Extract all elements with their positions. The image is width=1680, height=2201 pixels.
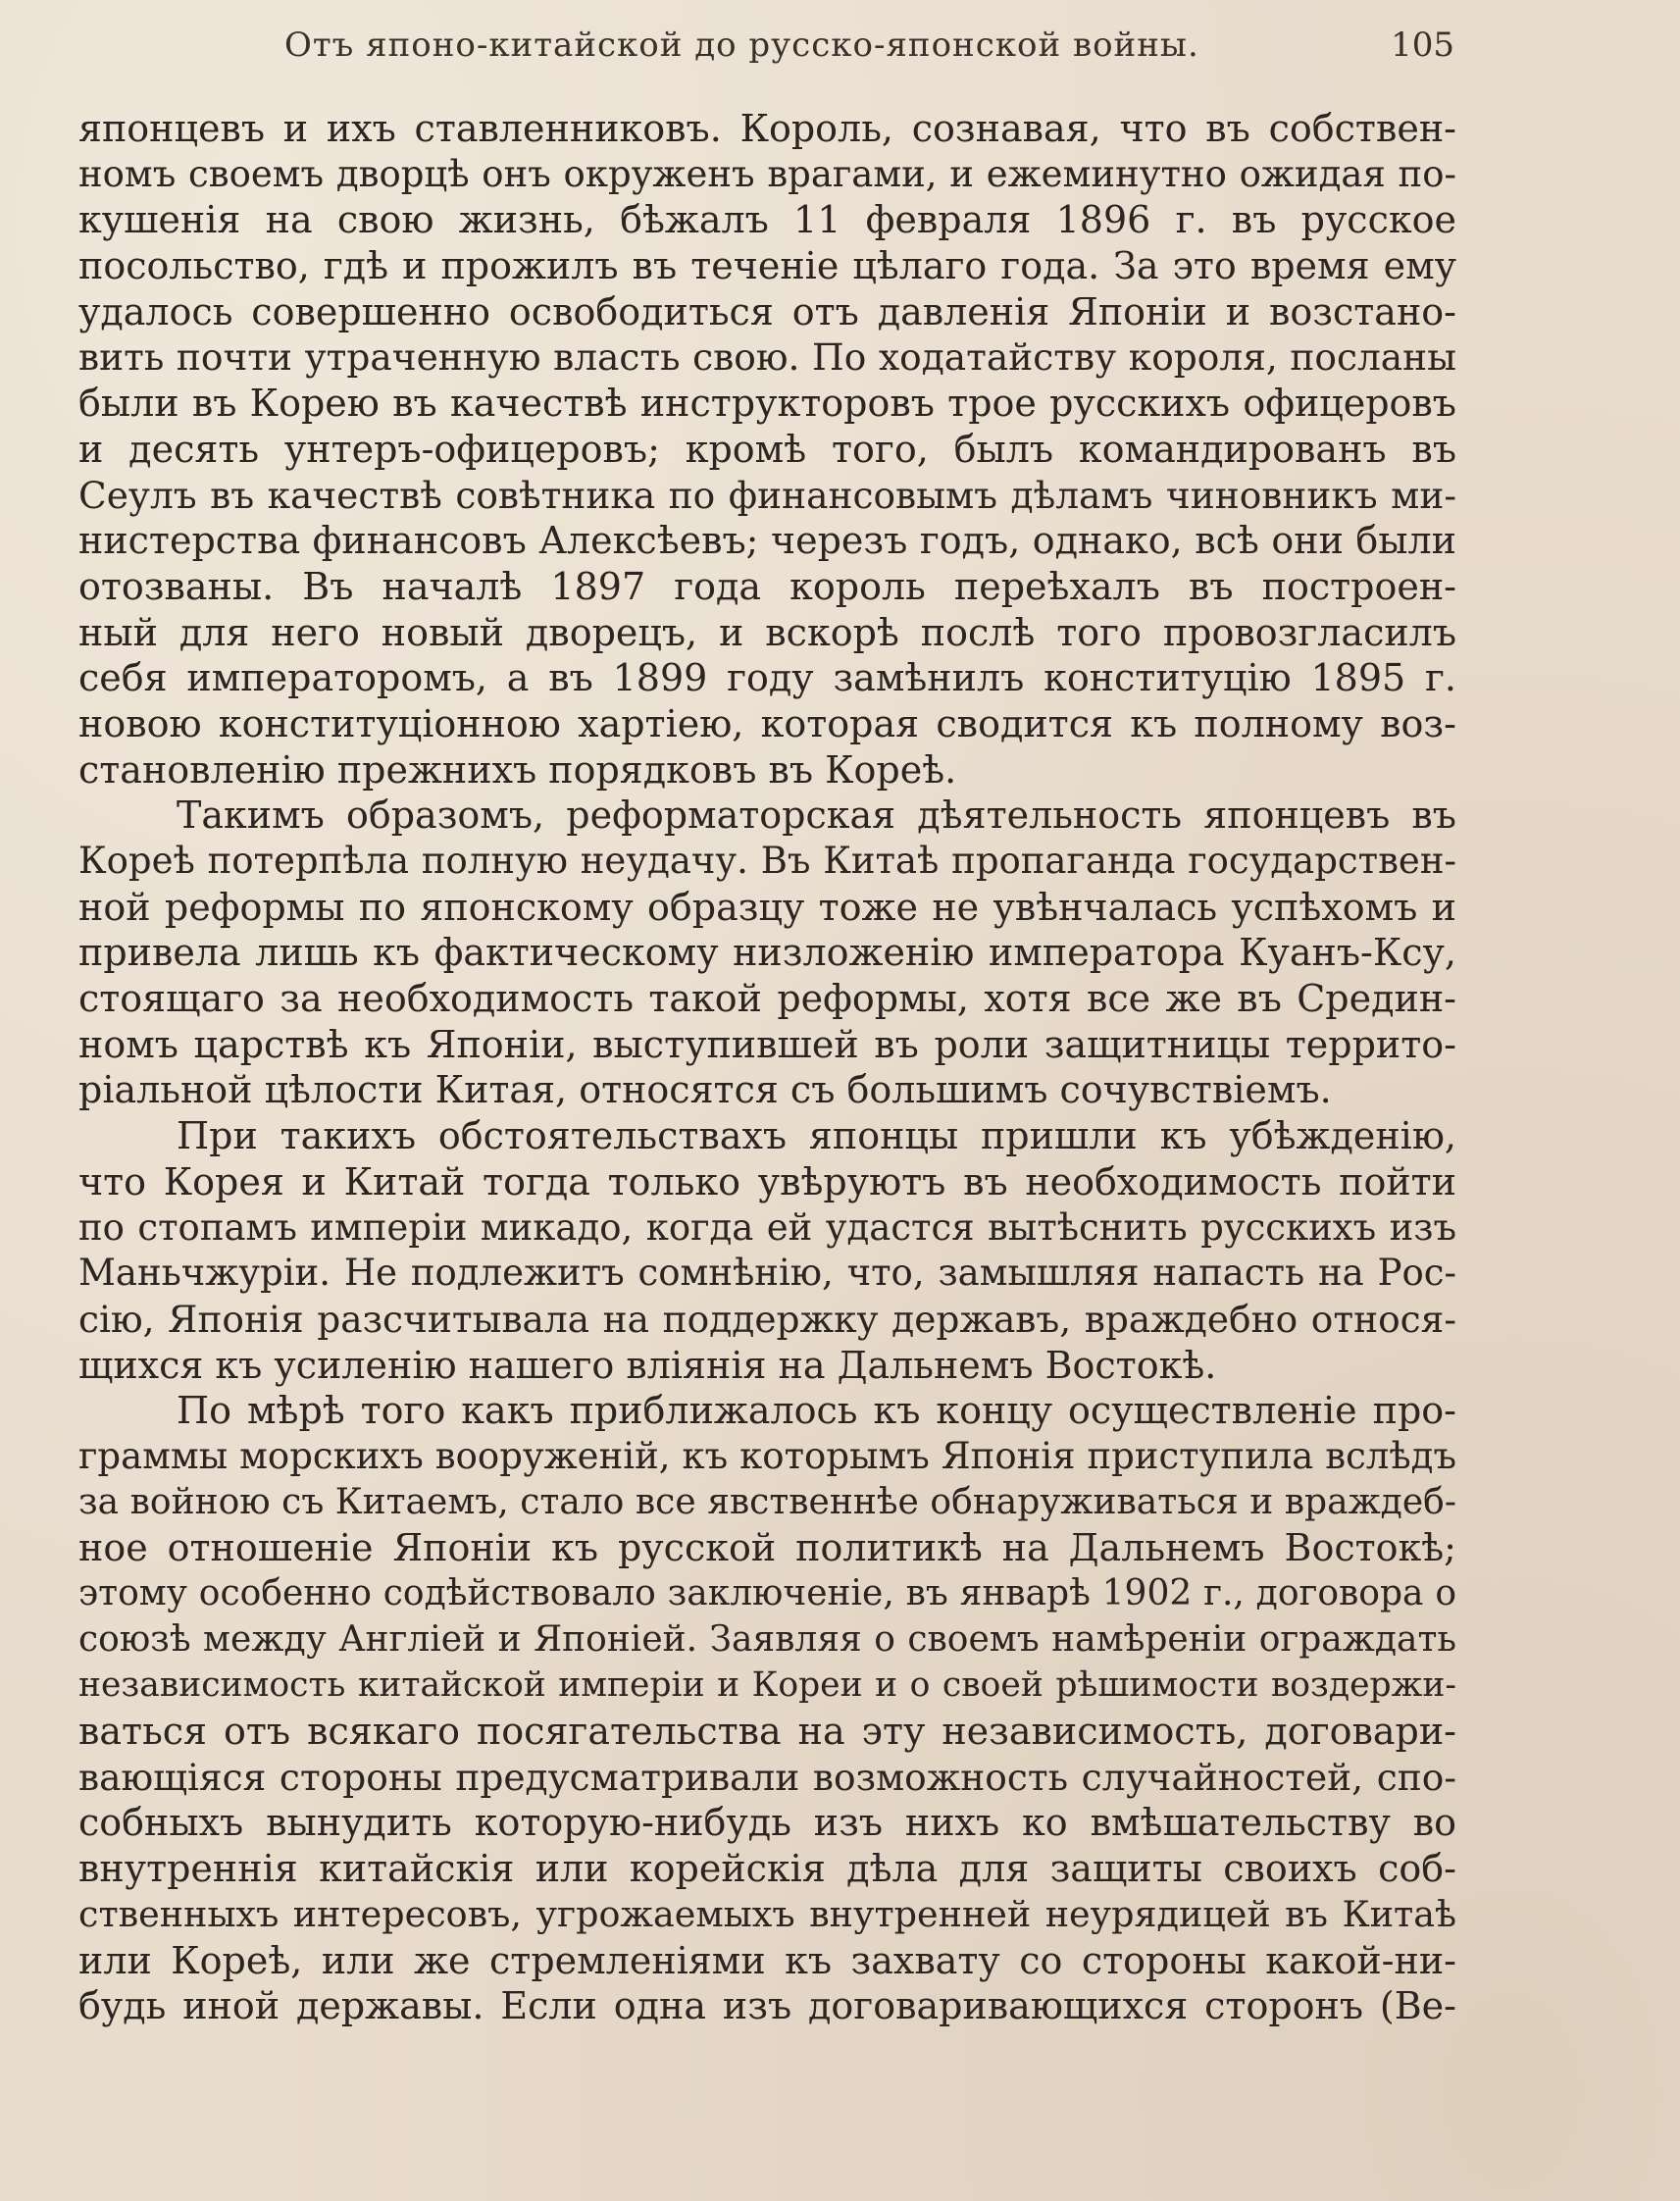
text-line: Такимъ образомъ, реформаторская дѣятельность японцевъ въ bbox=[177, 793, 1456, 838]
text-line: будь иной державы. Если одна изъ договаривающихся сторонъ (Ве- bbox=[78, 1984, 1456, 2028]
text-line: щихся къ усиленію нашего вліянія на Дальнемъ Востокѣ. bbox=[78, 1343, 1217, 1387]
text-line: что Корея и Китай тогда только увѣруютъ въ необходимость пойти bbox=[78, 1159, 1456, 1203]
text-line: себя императоромъ, а въ 1899 году замѣнилъ конституцію 1895 г. bbox=[78, 656, 1456, 700]
text-line: ное отношеніе Японіи къ русской политикѣ на Дальнемъ Востокѣ; bbox=[78, 1526, 1456, 1570]
text-line: Маньчжуріи. Не подлежитъ сомнѣнію, что, замышляя напасть на Рос- bbox=[78, 1252, 1456, 1295]
text-line: по стопамъ имперіи микадо, когда ей удастся вытѣснить русскихъ изъ bbox=[78, 1205, 1456, 1249]
text-line: этому особенно содѣйствовало заключеніе, въ январѣ 1902 г., договора о bbox=[78, 1573, 1456, 1613]
page-header bbox=[273, 26, 1454, 75]
text-line: удалось совершенно освободиться отъ давленія Японіи и возстано- bbox=[78, 289, 1456, 333]
text-line: или Кореѣ, или же стремленіями къ захвату со стороны какой-ни- bbox=[78, 1938, 1456, 1982]
text-line: номъ своемъ дворцѣ онъ окруженъ врагами, и ежеминутно ожидая по- bbox=[78, 152, 1456, 195]
text-line: отозваны. Въ началѣ 1897 года король переѣхалъ въ построен- bbox=[78, 564, 1456, 608]
body-text bbox=[78, 106, 1456, 2029]
text-line: внутреннія китайскія или корейскія дѣла для защиты своихъ соб- bbox=[78, 1847, 1456, 1891]
text-line: новою конституціонною хартіею, которая сводится къ полному воз- bbox=[78, 701, 1456, 745]
text-line: посольство, гдѣ и прожилъ въ теченіе цѣлаго года. За это время ему bbox=[78, 244, 1456, 288]
text-line: были въ Корею въ качествѣ инструкторовъ трое русскихъ офицеровъ bbox=[78, 382, 1456, 426]
text-line: стоящаго за необходимость такой реформы, хотя все же въ Средин- bbox=[78, 977, 1456, 1021]
text-line: ный для него новый дворецъ, и вскорѣ послѣ того провозгласилъ bbox=[78, 610, 1456, 654]
text-line: ственныхъ интересовъ, угрожаемыхъ внутренней неурядицей въ Китаѣ bbox=[78, 1892, 1456, 1935]
text-line: вающіяся стороны предусматривали возможность случайностей, спо- bbox=[78, 1755, 1456, 1799]
text-line: становленію прежнихъ порядковъ въ Кореѣ. bbox=[78, 747, 957, 792]
text-line: независимость китайской имперіи и Кореи и о своей рѣшимости воздержи- bbox=[78, 1665, 1456, 1706]
text-line: нистерства финансовъ Алексѣевъ; черезъ годъ, однако, всѣ они были bbox=[78, 519, 1456, 563]
page-number: 105 bbox=[1391, 26, 1454, 65]
text-line: граммы морскихъ вооруженій, къ которымъ Японія приступила вслѣдъ bbox=[78, 1434, 1456, 1477]
text-line: за войною съ Китаемъ, стало все явственнѣе обнаруживаться и враждеб- bbox=[78, 1481, 1456, 1522]
text-line: собныхъ вынудить которую-нибудь изъ нихъ ко вмѣшательству во bbox=[78, 1801, 1456, 1845]
text-line: ваться отъ всякаго посягательства на эту независимость, договари- bbox=[78, 1710, 1456, 1754]
text-line: Кореѣ потерпѣла полную неудачу. Въ Китаѣ пропаганда государствен- bbox=[78, 840, 1456, 882]
text-line: вить почти утраченную власть свою. По ходатайству короля, посланы bbox=[78, 335, 1456, 380]
text-line: привела лишь къ фактическому низложенію императора Куанъ-Ксу, bbox=[78, 931, 1456, 975]
text-line: японцевъ и ихъ ставленниковъ. Король, сознавая, что въ собствен- bbox=[78, 107, 1456, 150]
text-line: номъ царствѣ къ Японіи, выступившей въ роли защитницы террито- bbox=[78, 1022, 1456, 1066]
text-line: При такихъ обстоятельствахъ японцы пришли къ убѣжденію, bbox=[177, 1114, 1456, 1158]
text-line: союзѣ между Англіей и Японіей. Заявляя о своемъ намѣреніи ограждать bbox=[78, 1618, 1456, 1660]
text-line: Сеулъ въ качествѣ совѣтника по финансовымъ дѣламъ чиновникъ ми- bbox=[78, 473, 1456, 517]
running-title: Отъ японо-китайской до русско-японской войны. bbox=[284, 26, 1199, 65]
text-line: ной реформы по японскому образцу тоже не увѣнчалась успѣхомъ и bbox=[78, 885, 1456, 929]
text-line: кушенія на свою жизнь, бѣжалъ 11 февраля 1896 г. въ русское bbox=[78, 198, 1456, 242]
text-line: и десять унтеръ-офицеровъ; кромѣ того, былъ командированъ въ bbox=[78, 427, 1456, 471]
text-line: ріальной цѣлости Китая, относятся съ большимъ сочувствіемъ. bbox=[78, 1068, 1332, 1112]
text-line: По мѣрѣ того какъ приближалось къ концу осуществленіе про- bbox=[177, 1389, 1456, 1433]
text-line: сію, Японія разсчитывала на поддержку державъ, враждебно относя- bbox=[78, 1297, 1456, 1341]
